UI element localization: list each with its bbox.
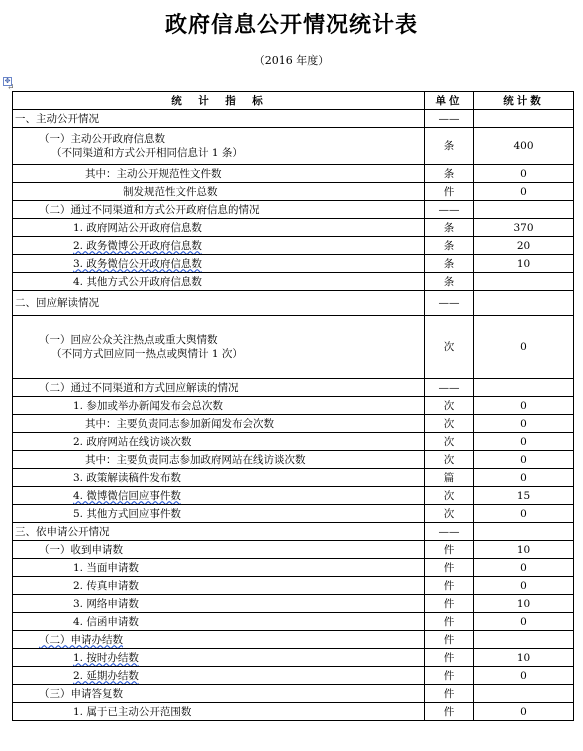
table-row [13, 433, 574, 451]
unit-cell: 件 [425, 541, 474, 559]
unit-cell: 次 [425, 415, 474, 433]
indicator-line-1: （一）回应公众关注热点或重大舆情数 [39, 334, 218, 346]
indicator-line-2: （不同方式回应同一热点或舆情计 1 次） [51, 348, 243, 360]
unit-cell: 件 [425, 577, 474, 595]
indicator-cell: 2. 政府网站在线访谈次数 [13, 433, 425, 451]
value-cell [474, 110, 574, 128]
indicator-cell: 其中：主要负责同志参加新闻发布会次数 [13, 415, 425, 433]
table-row [13, 559, 574, 577]
indicator-cell [13, 255, 425, 273]
indicator-cell [13, 316, 425, 379]
value-cell: 0 [474, 451, 574, 469]
indicator-cell: （一）收到申请数 [13, 541, 425, 559]
value-cell: 400 [474, 128, 574, 165]
indicator-text: 2. 政务微博公开政府信息数 [73, 239, 202, 252]
unit-cell: 条 [425, 255, 474, 273]
table-row [13, 255, 574, 273]
indicator-cell: （三）申请答复数 [13, 685, 425, 703]
value-cell: 0 [474, 559, 574, 577]
table-row [13, 415, 574, 433]
value-cell: 0 [474, 469, 574, 487]
value-cell: 0 [474, 433, 574, 451]
table-row [13, 667, 574, 685]
unit-cell: 条 [425, 128, 474, 165]
table-row [13, 397, 574, 415]
value-cell: 0 [474, 703, 574, 721]
table-row [13, 316, 574, 379]
statistics-table [12, 91, 574, 721]
table-row [13, 201, 574, 219]
table-row [13, 165, 574, 183]
indicator-cell: 1. 政府网站公开政府信息数 [13, 219, 425, 237]
unit-cell: —— [425, 291, 474, 316]
value-cell: 0 [474, 316, 574, 379]
value-cell: 10 [474, 595, 574, 613]
value-cell: 0 [474, 183, 574, 201]
table-row [13, 469, 574, 487]
table-row [13, 451, 574, 469]
value-cell [474, 631, 574, 649]
indicator-cell: 3. 网络申请数 [13, 595, 425, 613]
indicator-cell [13, 649, 425, 667]
indicator-text: 1. 按时办结数 [73, 651, 139, 664]
indicator-cell: 三、依申请公开情况 [13, 523, 425, 541]
unit-cell: 条 [425, 237, 474, 255]
indicator-cell: 2. 传真申请数 [13, 577, 425, 595]
indicator-line-2: （不同渠道和方式公开相同信息计 1 条） [51, 147, 243, 159]
indicator-cell: 4. 信函申请数 [13, 613, 425, 631]
table-row [13, 541, 574, 559]
table-row [13, 110, 574, 128]
unit-cell: 次 [425, 316, 474, 379]
unit-cell: 件 [425, 631, 474, 649]
table-row [13, 291, 574, 316]
value-cell: 370 [474, 219, 574, 237]
value-cell: 0 [474, 397, 574, 415]
value-cell [474, 523, 574, 541]
table-header-row [13, 92, 574, 110]
unit-cell: 件 [425, 649, 474, 667]
indicator-cell: （二）通过不同渠道和方式公开政府信息的情况 [13, 201, 425, 219]
table-row [13, 219, 574, 237]
value-cell: 0 [474, 577, 574, 595]
table-row [13, 577, 574, 595]
unit-cell: 次 [425, 487, 474, 505]
indicator-cell: 其中：主动公开规范性文件数 [13, 165, 425, 183]
indicator-cell [13, 631, 425, 649]
value-cell [474, 273, 574, 291]
unit-cell: 条 [425, 273, 474, 291]
table-row [13, 505, 574, 523]
table-row [13, 595, 574, 613]
indicator-text: （二）申请办结数 [39, 633, 123, 646]
value-cell [474, 291, 574, 316]
indicator-cell: 1. 参加或举办新闻发布会总次数 [13, 397, 425, 415]
table-move-handle-icon[interactable]: ✥ [4, 77, 11, 85]
table-row [13, 273, 574, 291]
unit-cell: —— [425, 379, 474, 397]
table-row [13, 379, 574, 397]
indicator-cell: 1. 属于已主动公开范围数 [13, 703, 425, 721]
value-cell [474, 201, 574, 219]
indicator-cell [13, 487, 425, 505]
value-cell: 10 [474, 255, 574, 273]
table-row [13, 703, 574, 721]
value-cell: 0 [474, 415, 574, 433]
header-indicator: 统 计 指 标 [13, 92, 425, 110]
header-value: 统计数 [474, 92, 574, 110]
unit-cell: 次 [425, 397, 474, 415]
unit-cell: —— [425, 201, 474, 219]
unit-cell: 件 [425, 703, 474, 721]
page-title: 政府信息公开情况统计表 [164, 13, 418, 38]
table-row [13, 631, 574, 649]
unit-cell: 件 [425, 183, 474, 201]
unit-cell: 篇 [425, 469, 474, 487]
unit-cell: 件 [425, 595, 474, 613]
value-cell: 20 [474, 237, 574, 255]
value-cell: 10 [474, 541, 574, 559]
value-cell: 10 [474, 649, 574, 667]
value-cell: 0 [474, 667, 574, 685]
unit-cell: 次 [425, 433, 474, 451]
value-cell [474, 379, 574, 397]
table-row [13, 523, 574, 541]
value-cell: 0 [474, 505, 574, 523]
header-unit: 单位 [425, 92, 474, 110]
table-row [13, 685, 574, 703]
table-row [13, 487, 574, 505]
unit-cell: 件 [425, 667, 474, 685]
indicator-cell [13, 667, 425, 685]
report-year: （2016 年度） [253, 54, 330, 67]
indicator-text: 3. 政务微信公开政府信息数 [73, 257, 202, 270]
table-row [13, 649, 574, 667]
unit-cell: 次 [425, 505, 474, 523]
unit-cell: —— [425, 523, 474, 541]
unit-cell: —— [425, 110, 474, 128]
indicator-cell: 4. 其他方式公开政府信息数 [13, 273, 425, 291]
indicator-text: 2. 延期办结数 [73, 669, 139, 682]
table-row [13, 613, 574, 631]
table-row [13, 128, 574, 165]
unit-cell: 件 [425, 613, 474, 631]
value-cell [474, 685, 574, 703]
unit-cell: 件 [425, 559, 474, 577]
paragraph-mark-icon: ↵ [7, 83, 15, 93]
table-row [13, 237, 574, 255]
indicator-line-1: （一）主动公开政府信息数 [39, 133, 165, 145]
indicator-cell: 其中：主要负责同志参加政府网站在线访谈次数 [13, 451, 425, 469]
value-cell: 0 [474, 613, 574, 631]
indicator-cell: 1. 当面申请数 [13, 559, 425, 577]
indicator-cell: 一、主动公开情况 [13, 110, 425, 128]
indicator-cell: 二、回应解读情况 [13, 291, 425, 316]
indicator-cell [13, 237, 425, 255]
indicator-cell: 制发规范性文件总数 [13, 183, 425, 201]
unit-cell: 条 [425, 165, 474, 183]
indicator-cell: 5. 其他方式回应事件数 [13, 505, 425, 523]
value-cell: 0 [474, 165, 574, 183]
indicator-cell [13, 128, 425, 165]
unit-cell: 条 [425, 219, 474, 237]
indicator-cell: （二）通过不同渠道和方式回应解读的情况 [13, 379, 425, 397]
indicator-cell: 3. 政策解读稿件发布数 [13, 469, 425, 487]
table-row [13, 183, 574, 201]
unit-cell: 件 [425, 685, 474, 703]
value-cell: 15 [474, 487, 574, 505]
unit-cell: 次 [425, 451, 474, 469]
indicator-text: 4. 微博微信回应事件数 [73, 489, 181, 502]
